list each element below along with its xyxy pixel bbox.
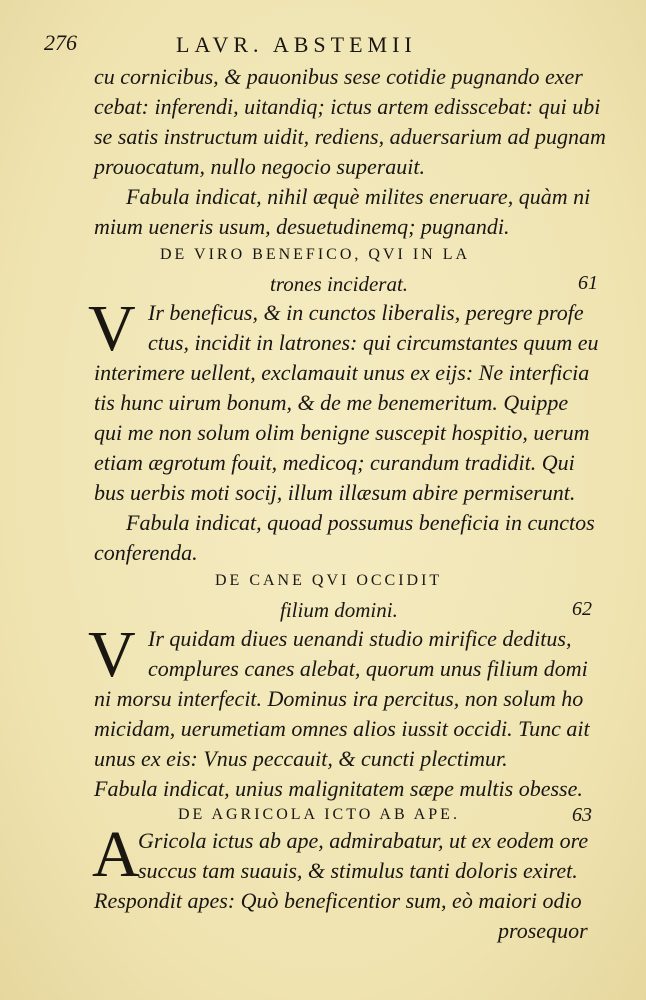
- text-line: bus uerbis moti socij, illum illæsum abire permiserunt.: [94, 480, 576, 505]
- text-line: Ir beneficus, & in cunctos liberalis, peregre profe: [148, 300, 584, 325]
- fable-title: DE AGRICOLA ICTO AB APE.: [178, 806, 460, 823]
- moral-line: mium ueneris usum, desuetudinemq; pugnandi.: [94, 214, 510, 239]
- text-line: se satis instructum uidit, rediens, aduersarium ad pugnam: [94, 124, 606, 149]
- text-line: Ir quidam diues uenandi studio mirifice deditus,: [148, 626, 572, 651]
- fable-number: 62: [572, 598, 592, 620]
- text-line: Gricola ictus ab ape, admirabatur, ut ex eodem ore: [138, 828, 589, 853]
- text-line: qui me non solum olim benigne suscepit hospitio, uerum: [94, 420, 590, 445]
- fable-number: 61: [578, 272, 598, 294]
- text-line: interimere uellent, exclamauit unus ex eijs: Ne interficia: [94, 360, 590, 385]
- text-line: unus ex eis: Vnus peccauit, & cuncti plectimur.: [94, 746, 508, 771]
- moral-line: Fabula indicat, unius malignitatem sæpe multis obesse.: [94, 776, 583, 801]
- text-line: cu cornicibus, & pauonibus sese cotidie pugnando exer: [94, 64, 583, 89]
- text-line: tis hunc uirum bonum, & de me benemeritum. Quippe: [94, 390, 569, 415]
- drop-cap: V: [88, 292, 136, 365]
- text-line: etiam ægrotum fouit, medicoq; curandum tradidit. Qui: [94, 450, 575, 475]
- moral-line: conferenda.: [94, 540, 198, 565]
- fable-subtitle: trones inciderat.: [270, 272, 409, 296]
- fable-title: DE VIRO BENEFICO, QVI IN LA: [160, 246, 471, 263]
- running-title: LAVR. ABSTEMII: [176, 32, 417, 57]
- text-line: ni morsu interfecit. Dominus ira percitus, non solum ho: [94, 686, 584, 711]
- catchword: prosequor: [498, 918, 588, 943]
- moral-line: Fabula indicat, quoad possumus beneficia in cunctos: [126, 510, 595, 535]
- fable-number: 63: [572, 804, 592, 826]
- drop-cap: V: [88, 618, 136, 691]
- fable-title: DE CANE QVI OCCIDIT: [215, 572, 443, 589]
- text-line: cebat: inferendi, uitandiq; ictus artem edisscebat: qui ubi: [94, 94, 601, 119]
- drop-cap: A: [92, 818, 140, 891]
- text-line: micidam, uerumetiam omnes alios iussit occidi. Tunc ait: [94, 716, 590, 741]
- text-line: complures canes alebat, quorum unus filium domi: [148, 656, 588, 681]
- fable-subtitle: filium domini.: [280, 598, 398, 622]
- text-line: succus tam suauis, & stimulus tanti doloris exiret.: [138, 858, 578, 883]
- text-line: Respondit apes: Quò beneficentior sum, eò maiori odio: [94, 888, 582, 913]
- moral-line: Fabula indicat, nihil æquè milites eneruare, quàm ni: [126, 184, 591, 209]
- text-line: ctus, incidit in latrones: qui circumstantes quum eu: [148, 330, 599, 355]
- text-line: prouocatum, nullo negocio superauit.: [94, 154, 425, 179]
- page-number: 276: [44, 30, 77, 55]
